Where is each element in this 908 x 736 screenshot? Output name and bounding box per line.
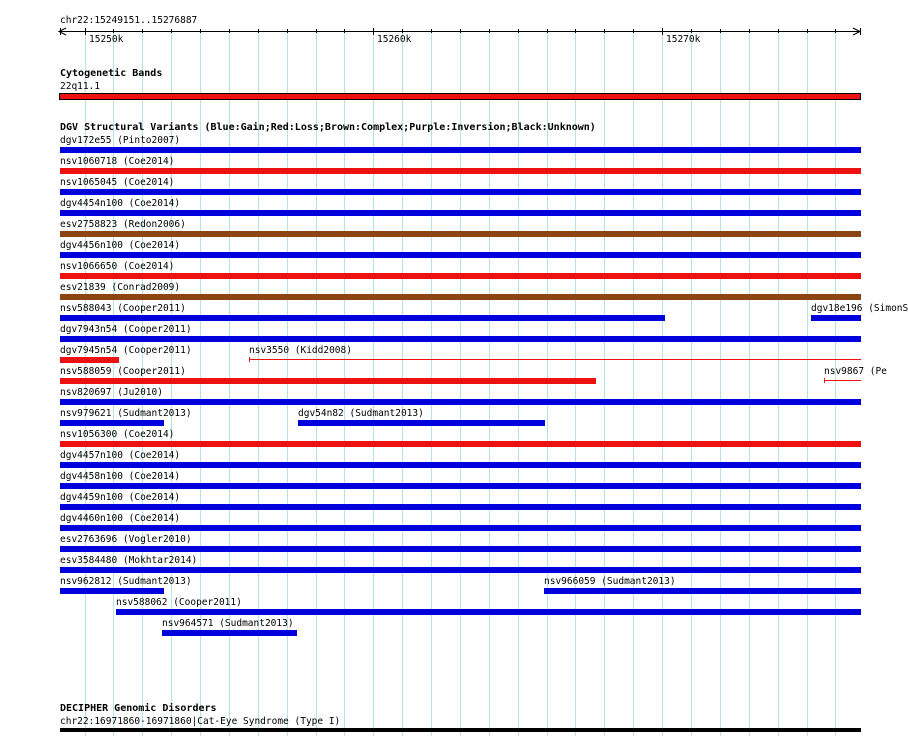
dgv-feature-label[interactable]: nsv588043 (Cooper2011) — [60, 303, 186, 314]
ruler-minor-tick — [258, 29, 259, 33]
dgv-feature-bar[interactable] — [60, 483, 861, 489]
dgv-feature-label[interactable]: nsv1066650 (Coe2014) — [60, 261, 175, 272]
ruler-minor-tick — [691, 29, 692, 33]
dgv-feature-bar[interactable] — [60, 399, 861, 405]
dgv-feature-endcap — [824, 378, 825, 383]
dgv-feature-label[interactable]: dgv4459n100 (Coe2014) — [60, 492, 181, 503]
dgv-feature-label[interactable]: nsv966059 (Sudmant2013) — [544, 576, 676, 587]
dgv-feature-label[interactable]: esv2758823 (Redon2006) — [60, 219, 186, 230]
decipher-feature-label[interactable]: chr22:16971860-16971860|Cat-Eye Syndrome (Type I) — [60, 716, 341, 727]
ruler-tick-label: 15250k — [89, 34, 124, 45]
dgv-feature-bar[interactable] — [544, 588, 861, 594]
ruler-minor-tick — [171, 29, 172, 33]
dgv-feature-label[interactable]: dgv172e55 (Pinto2007) — [60, 135, 181, 146]
ruler-minor-tick — [344, 29, 345, 33]
dgv-feature-bar[interactable] — [60, 210, 861, 216]
ruler-minor-tick — [604, 29, 605, 33]
dgv-feature-bar[interactable] — [60, 546, 861, 552]
dgv-feature-thin-bar[interactable] — [824, 380, 861, 381]
dgv-feature-label[interactable]: dgv7943n54 (Cooper2011) — [60, 324, 192, 335]
dgv-feature-label[interactable]: esv3584480 (Mokhtar2014) — [60, 555, 198, 566]
dgv-feature-bar[interactable] — [60, 168, 861, 174]
dgv-feature-label[interactable]: esv2763696 (Vogler2010) — [60, 534, 192, 545]
dgv-feature-bar[interactable] — [60, 420, 164, 426]
decipher-track-title[interactable]: DECIPHER Genomic Disorders — [60, 703, 217, 714]
dgv-feature-thin-bar[interactable] — [249, 359, 861, 360]
ruler-minor-tick — [633, 29, 634, 33]
ruler-major-tick — [373, 28, 374, 35]
dgv-feature-label[interactable]: nsv588062 (Cooper2011) — [116, 597, 242, 608]
dgv-feature-bar[interactable] — [60, 336, 861, 342]
dgv-feature-bar[interactable] — [60, 357, 119, 363]
ruler-tick-label: 15260k — [377, 34, 412, 45]
dgv-feature-label[interactable]: dgv4456n100 (Coe2014) — [60, 240, 181, 251]
ruler-minor-tick — [229, 29, 230, 33]
grid-line — [778, 31, 779, 736]
dgv-feature-bar[interactable] — [60, 567, 861, 573]
ruler-minor-tick — [431, 29, 432, 33]
ruler-minor-tick — [113, 29, 114, 33]
decipher-feature-bar[interactable] — [60, 728, 861, 732]
dgv-feature-label[interactable]: nsv588059 (Cooper2011) — [60, 366, 186, 377]
dgv-feature-label[interactable]: dgv4454n100 (Coe2014) — [60, 198, 181, 209]
dgv-feature-bar[interactable] — [60, 294, 861, 300]
grid-line — [691, 31, 692, 736]
dgv-feature-endcap — [249, 357, 250, 362]
dgv-feature-bar[interactable] — [60, 273, 861, 279]
dgv-feature-bar[interactable] — [60, 462, 861, 468]
dgv-track-title[interactable]: DGV Structural Variants (Blue:Gain;Red:Loss;Brown:Complex;Purple:Inversion;Black:Unknown) — [60, 122, 596, 133]
ruler-minor-tick — [460, 29, 461, 33]
dgv-feature-label[interactable]: dgv4458n100 (Coe2014) — [60, 471, 181, 482]
dgv-feature-label[interactable]: nsv3550 (Kidd2008) — [249, 345, 352, 356]
grid-line — [633, 31, 634, 736]
dgv-feature-bar[interactable] — [60, 147, 861, 153]
cytoband-label: 22q11.1 — [60, 81, 101, 92]
ruler-minor-tick — [316, 29, 317, 33]
ruler-minor-tick — [518, 29, 519, 33]
dgv-feature-bar[interactable] — [811, 315, 861, 321]
dgv-feature-bar[interactable] — [60, 588, 164, 594]
dgv-feature-bar[interactable] — [60, 525, 861, 531]
grid-line — [604, 31, 605, 736]
dgv-feature-bar[interactable] — [60, 252, 861, 258]
dgv-feature-bar[interactable] — [60, 504, 861, 510]
dgv-feature-label[interactable]: nsv820697 (Ju2010) — [60, 387, 163, 398]
grid-line — [662, 31, 663, 736]
dgv-feature-label[interactable]: dgv7945n54 (Cooper2011) — [60, 345, 192, 356]
grid-line — [807, 31, 808, 736]
dgv-feature-label[interactable]: dgv54n82 (Sudmant2013) — [298, 408, 424, 419]
dgv-feature-bar[interactable] — [298, 420, 545, 426]
dgv-feature-bar[interactable] — [60, 378, 596, 384]
dgv-feature-label[interactable]: dgv4457n100 (Coe2014) — [60, 450, 181, 461]
ruler-minor-tick — [749, 29, 750, 33]
ruler-minor-tick — [778, 29, 779, 33]
cytoband-bar[interactable] — [59, 93, 861, 100]
ruler-major-tick — [85, 28, 86, 35]
ruler-minor-tick — [835, 29, 836, 33]
ruler-arrow-right-icon — [852, 27, 862, 37]
ruler-minor-tick — [200, 29, 201, 33]
ruler-minor-tick — [402, 29, 403, 33]
ruler-major-tick — [662, 28, 663, 35]
ruler-tick-label: 15270k — [666, 34, 701, 45]
ruler-minor-tick — [142, 29, 143, 33]
ruler-region-label: chr22:15249151..15276887 — [60, 15, 198, 26]
dgv-feature-label[interactable]: nsv1056300 (Coe2014) — [60, 429, 175, 440]
grid-line — [835, 31, 836, 736]
dgv-feature-label[interactable]: nsv962812 (Sudmant2013) — [60, 576, 192, 587]
dgv-feature-label[interactable]: nsv1065045 (Coe2014) — [60, 177, 175, 188]
dgv-feature-label[interactable]: esv21839 (Conrad2009) — [60, 282, 181, 293]
ruler-arrow-left-icon — [58, 27, 68, 37]
dgv-feature-bar[interactable] — [162, 630, 297, 636]
dgv-feature-label[interactable]: nsv964571 (Sudmant2013) — [162, 618, 294, 629]
ruler-minor-tick — [547, 29, 548, 33]
ruler-minor-tick — [489, 29, 490, 33]
dgv-feature-label[interactable]: dgv4460n100 (Coe2014) — [60, 513, 181, 524]
dgv-feature-bar[interactable] — [116, 609, 861, 615]
grid-line — [720, 31, 721, 736]
dgv-feature-bar[interactable] — [60, 441, 861, 447]
cytoband-track-title[interactable]: Cytogenetic Bands — [60, 68, 163, 79]
dgv-feature-bar[interactable] — [60, 231, 861, 237]
dgv-feature-bar[interactable] — [60, 189, 861, 195]
ruler-minor-tick — [807, 29, 808, 33]
dgv-feature-label[interactable]: nsv979621 (Sudmant2013) — [60, 408, 192, 419]
ruler-minor-tick — [575, 29, 576, 33]
ruler-minor-tick — [720, 29, 721, 33]
dgv-feature-label[interactable]: nsv9867 (Pe — [824, 366, 887, 377]
dgv-feature-label[interactable]: dgv18e196 (SimonS — [811, 303, 908, 314]
dgv-feature-label[interactable]: nsv1060718 (Coe2014) — [60, 156, 175, 167]
ruler-minor-tick — [287, 29, 288, 33]
grid-line — [749, 31, 750, 736]
dgv-feature-bar[interactable] — [60, 315, 665, 321]
